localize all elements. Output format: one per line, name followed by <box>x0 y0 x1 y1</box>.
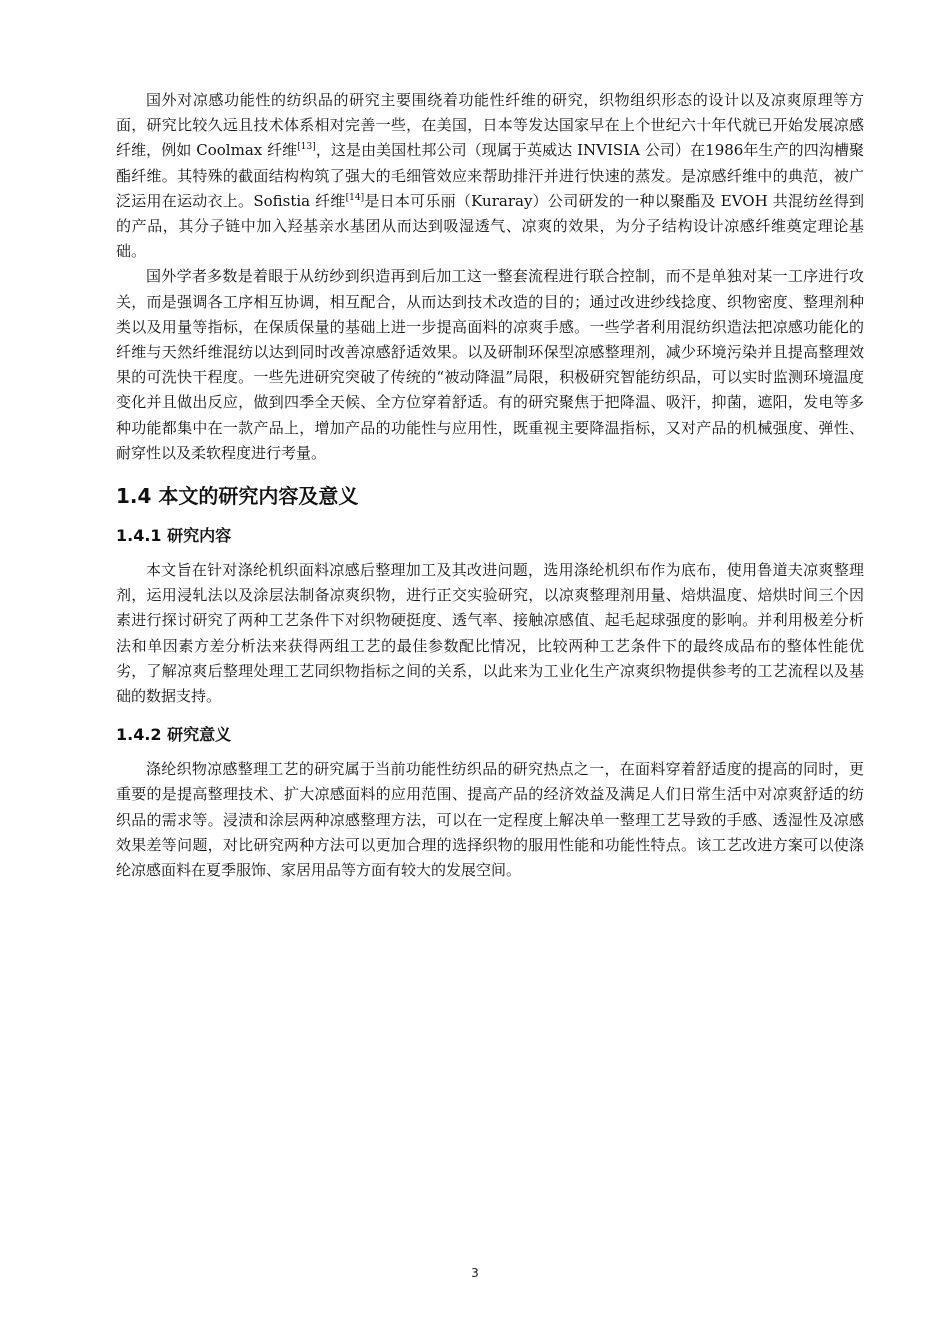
paragraph-text: 是日本可乐丽（Kuraray）公司研发的一种以聚酯及 EVOH 共混纺丝得到的产品，其分子链中加入羟基亲水基团从而达到吸湿透气、凉爽的效果，为分子结构设计凉感纤维奠定理论基础。 <box>116 191 864 261</box>
citation-13: [13] <box>297 142 316 153</box>
citation-14: [14] <box>345 192 365 203</box>
subsection-heading-content: 1.4.1 研究内容 <box>116 526 232 546</box>
section-heading: 1.4 本文的研究内容及意义 <box>116 484 359 509</box>
paragraph-text: 国外对凉感功能性的纺织品的研究主要围绕着功能性纤维的研究，织物组织形态的设计以及凉爽原理等方面，研究比较久远且技术体系相对完善一些，在美国，日本等发达国家早在上个世纪六十年代就已开始发展凉感纤维，例如 Coolmax 纤维 <box>116 91 864 160</box>
page-number: 3 <box>471 1266 479 1280</box>
paragraph-research-content: 本文旨在针对涤纶机织面料凉感后整理加工及其改进问题，选用涤纶机织布作为底布，使用鲁道夫凉爽整理剂，运用浸轧法以及涂层法制备凉爽织物，进行正交实验研究，以凉爽整理剂用量、焙烘温度、焙烘时间三个因素进行探讨研究了两种工艺条件下对织物硬挺度、透气率、接触凉感值、起毛起球强度的影响。并利用极差分析法和单因素方差分析法来获得两组工艺的最佳参数配比情况，比较两种工艺条件下的最终成品布的整体性能优劣，了解凉爽后整理处理工艺同织物指标之间的关系，以此来为工业化生产凉爽织物提供参考的工艺流程以及基础的数据支持。 <box>116 561 864 706</box>
paragraph-foreign-scholars: 国外学者多数是着眼于从纺纱到织造再到后加工这一整套流程进行联合控制，而不是单独对某一工序进行攻关，而是强调各工序相互协调，相互配合，从而达到技术改造的目的；通过改进纱线捻度、织物密度、整理剂种类以及用量等指标，在保质保量的基础上进一步提高面料的凉爽手感。一些学者利用混纺织造法把凉感功能化的纤维与天然纤维混纺以达到同时改善凉感舒适效果。以及研制环保型凉感整理剂，减少环境污染并且提高整理效果的可洗快干程度。一些先进研究突破了传统的“被动降温”局限，积极研究智能纺织品，可以实时监测环境温度变化并且做出反应，做到四季全天候、全方位穿着舒适。有的研究聚焦于把降温、吸汗，抑菌，遮阳，发电等多种功能都集中在一款产品上，增加产品的功能性与应用性，既重视主要降温指标，又对产品的机械强度、弹性、耐穿性以及柔软程度进行考量。 <box>116 267 864 462</box>
paragraph-foreign-fibers <box>116 88 864 264</box>
paragraph-text: ，这是由美国杜邦公司（现属于英威达 INVISIA 公司）在1986年生产的四沟槽聚酯纤维。其特殊的截面结构构筑了强大的毛细管效应来帮助排汗并进行快速的蒸发。是凉感纤维中的典范，被广泛运用在运动衣上。Sofistia 纤维 <box>116 141 865 210</box>
page-body <box>116 88 864 883</box>
paragraph-research-significance: 涤纶织物凉感整理工艺的研究属于当前功能性纺织品的研究热点之一，在面料穿着舒适度的提高的同时，更重要的是提高整理技术、扩大凉感面料的应用范围、提高产品的经济效益及满足人们日常生活中对凉爽舒适的纺织品的需求等。浸渍和涂层两种凉感整理方法，可以在一定程度上解决单一整理工艺导致的手感、透湿性及凉感效果差等问题，对比研究两种方法可以更加合理的选择织物的服用性能和功能性特点。该工艺改进方案可以使涤纶凉感面料在夏季服饰、家居用品等方面有较大的发展空间。 <box>116 760 864 880</box>
subsection-heading-significance: 1.4.2 研究意义 <box>116 725 232 745</box>
